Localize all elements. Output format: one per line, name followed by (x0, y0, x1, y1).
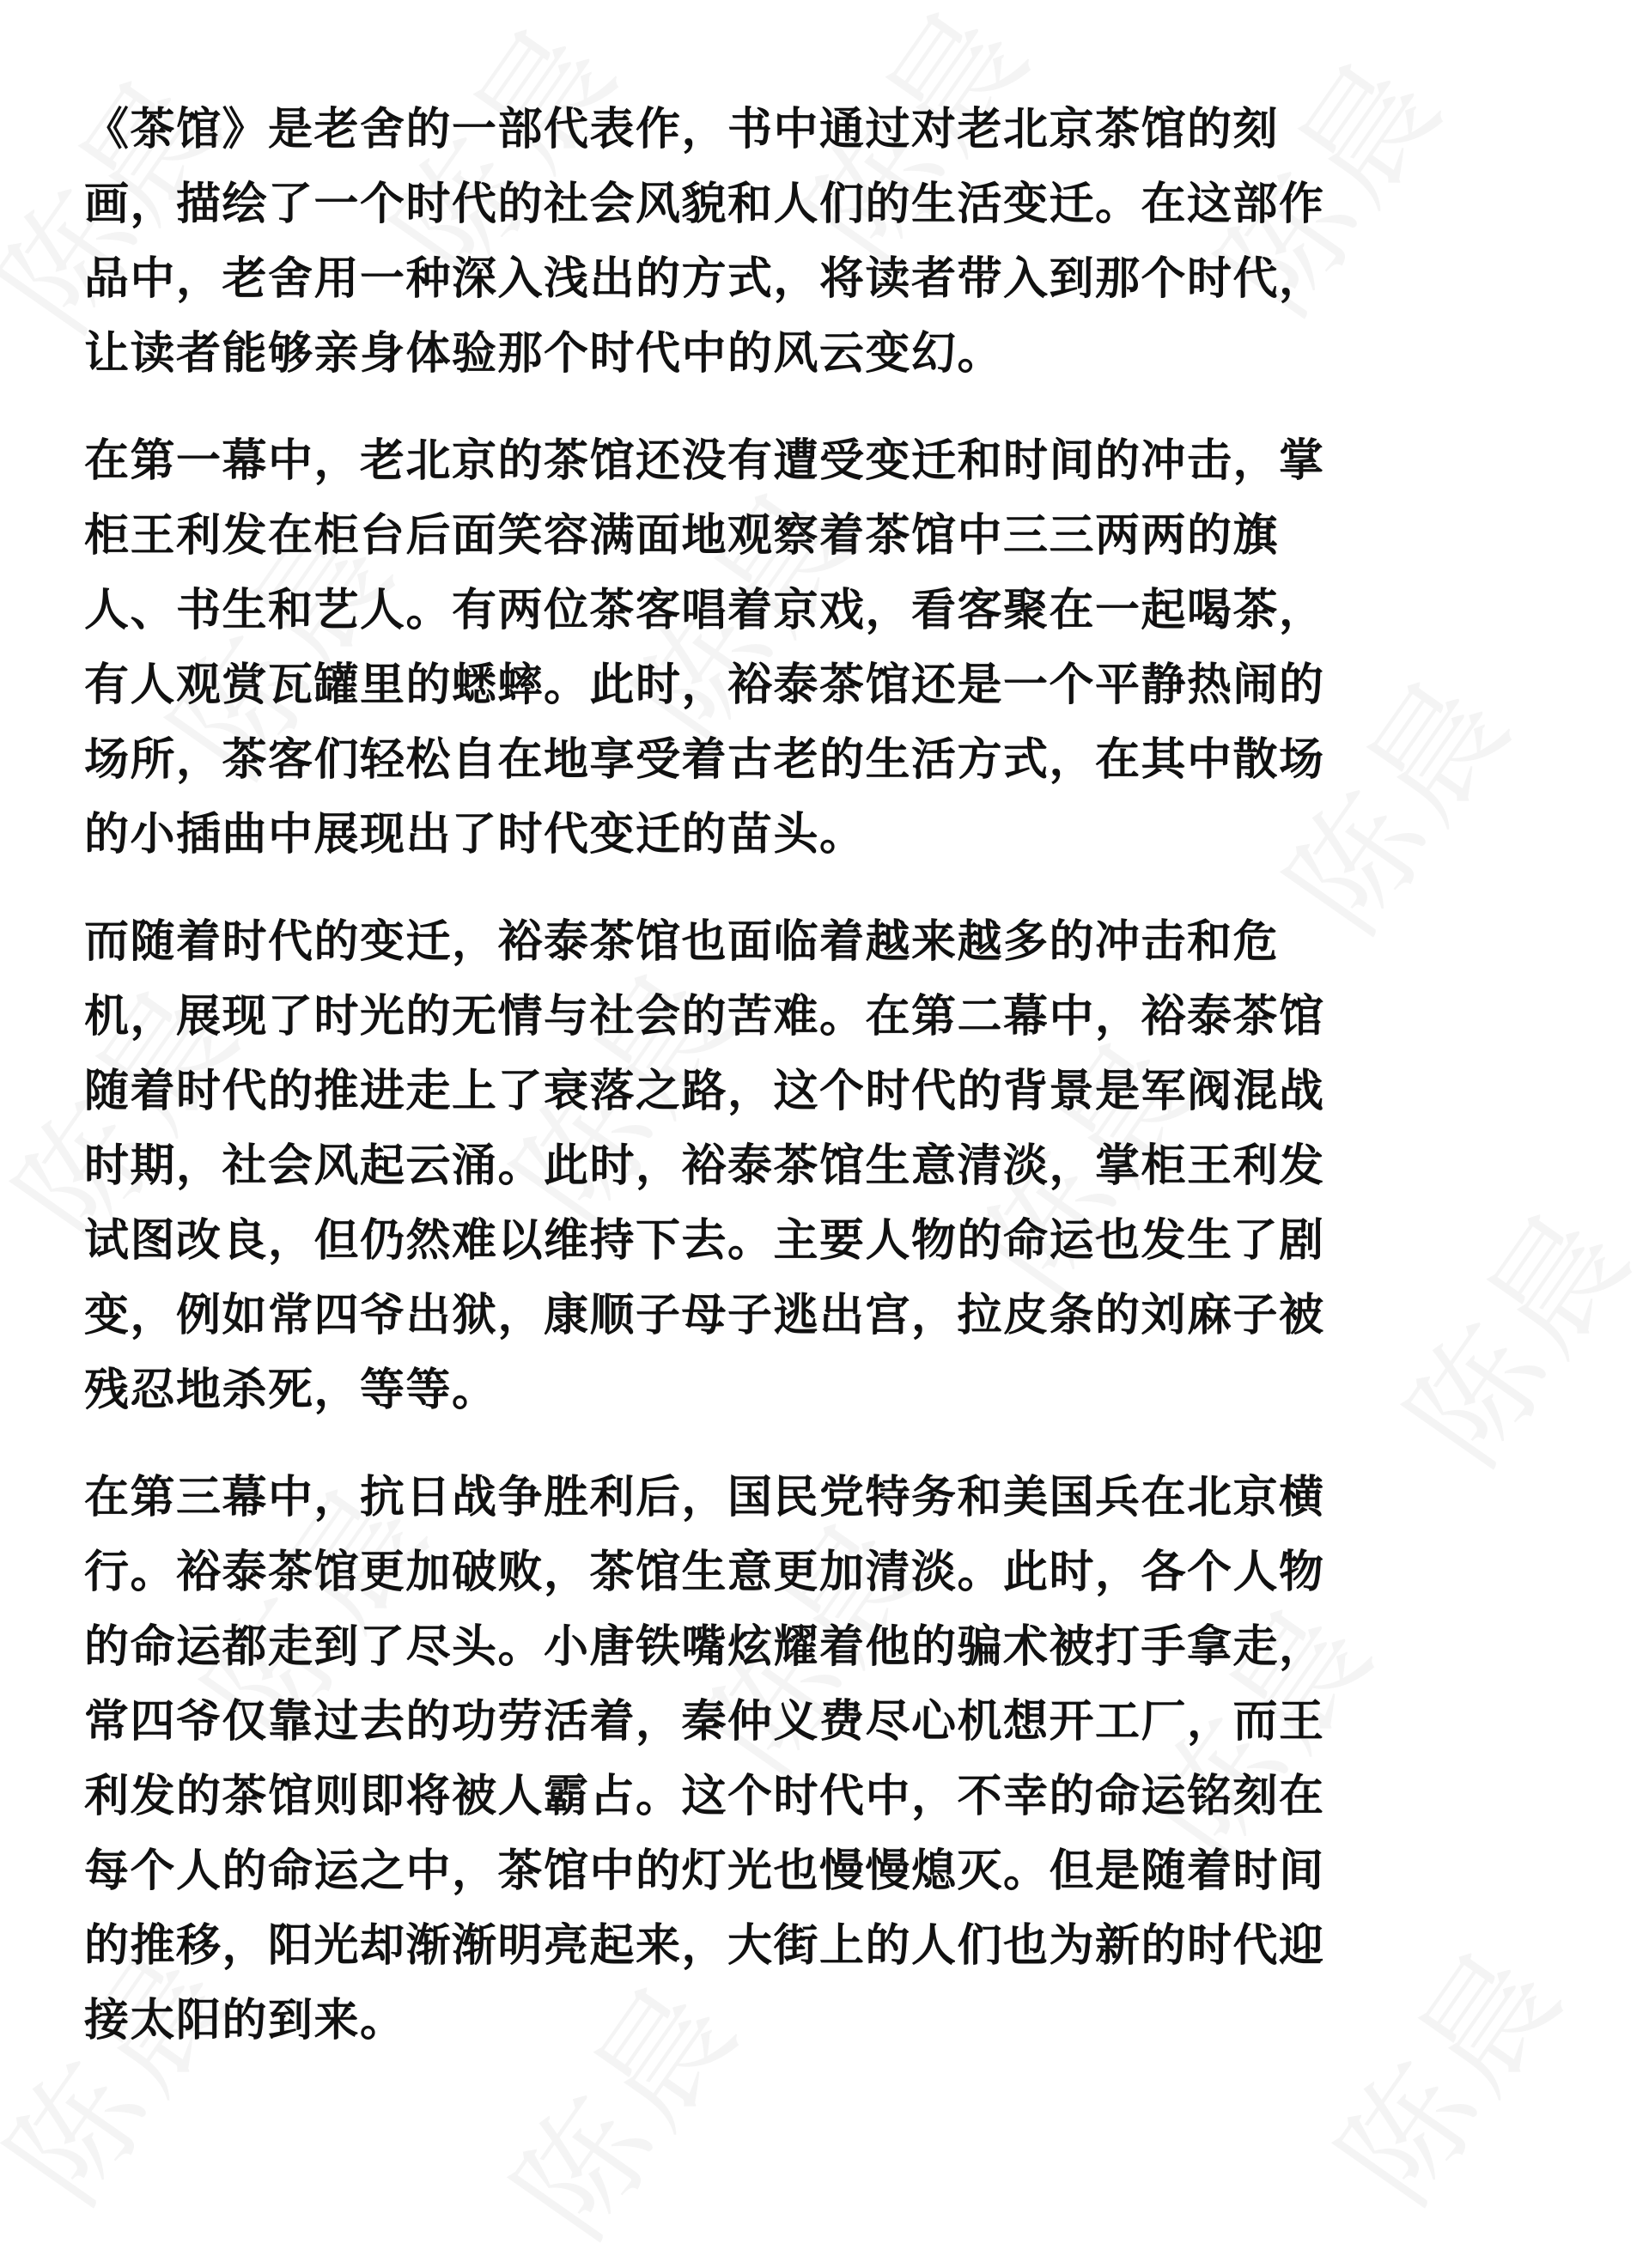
paragraph-act-one (84, 424, 1613, 873)
text-line: 场所，茶客们轻松自在地享受着古老的生活方式，在其中散场 (84, 734, 1325, 786)
text-line: 机，展现了时光的无情与社会的苦难。在第二幕中，裕泰茶馆 (84, 991, 1325, 1043)
text-line: 而随着时代的变迁，裕泰茶馆也面临着越来越多的冲击和危 (84, 916, 1280, 968)
text-line: 时期，社会风起云涌。此时，裕泰茶馆生意清淡，掌柜王利发 (84, 1140, 1325, 1192)
text-line: 随着时代的推进走上了衰落之路，这个时代的背景是军阀混战 (84, 1066, 1325, 1117)
text-line: 的命运都走到了尽头。小唐铁嘴炫耀着他的骗术被打手拿走， (84, 1621, 1325, 1673)
paragraph-act-two (84, 905, 1613, 1428)
text-line: 在第一幕中，老北京的茶馆还没有遭受变迁和时间的冲击，掌 (84, 435, 1325, 487)
text-line: 人、书生和艺人。有两位茶客唱着京戏，看客聚在一起喝茶， (84, 585, 1325, 636)
paragraph-act-three (84, 1461, 1613, 2058)
text-line: 柜王利发在柜台后面笑容满面地观察着茶馆中三三两两的旗 (84, 510, 1280, 562)
text-line: 让读者能够亲身体验那个时代中的风云变幻。 (84, 328, 1004, 380)
paragraph-intro (84, 93, 1613, 392)
text-line: 《茶馆》是老舍的一部代表作，书中通过对老北京茶馆的刻 (84, 104, 1280, 155)
text-line: 接太阳的到来。 (84, 1995, 406, 2046)
text-line: 在第三幕中，抗日战争胜利后，国民党特务和美国兵在北京横 (84, 1472, 1325, 1523)
text-line: 常四爷仅靠过去的功劳活着，秦仲义费尽心机想开工厂，而王 (84, 1696, 1325, 1748)
text-line: 行。裕泰茶馆更加破败，茶馆生意更加清淡。此时，各个人物 (84, 1547, 1325, 1598)
text-line: 的小插曲中展现出了时代变迁的苗头。 (84, 809, 866, 860)
text-line: 试图改良，但仍然难以维持下去。主要人物的命运也发生了剧 (84, 1215, 1325, 1267)
text-line: 画，描绘了一个时代的社会风貌和人们的生活变迁。在这部作 (84, 179, 1325, 230)
text-line: 变，例如常四爷出狱，康顺子母子逃出宫，拉皮条的刘麻子被 (84, 1290, 1325, 1341)
text-line: 品中，老舍用一种深入浅出的方式，将读者带入到那个时代， (84, 253, 1325, 305)
text-line: 残忍地杀死，等等。 (84, 1365, 498, 1416)
text-line: 利发的茶馆则即将被人霸占。这个时代中，不幸的命运铭刻在 (84, 1771, 1325, 1822)
text-line: 每个人的命运之中，茶馆中的灯光也慢慢熄灭。但是随着时间 (84, 1845, 1325, 1897)
article-body (84, 93, 1613, 2091)
text-line: 有人观赏瓦罐里的蟋蟀。此时，裕泰茶馆还是一个平静热闹的 (84, 660, 1325, 711)
text-line: 的推移，阳光却渐渐明亮起来，大街上的人们也为新的时代迎 (84, 1920, 1325, 1972)
